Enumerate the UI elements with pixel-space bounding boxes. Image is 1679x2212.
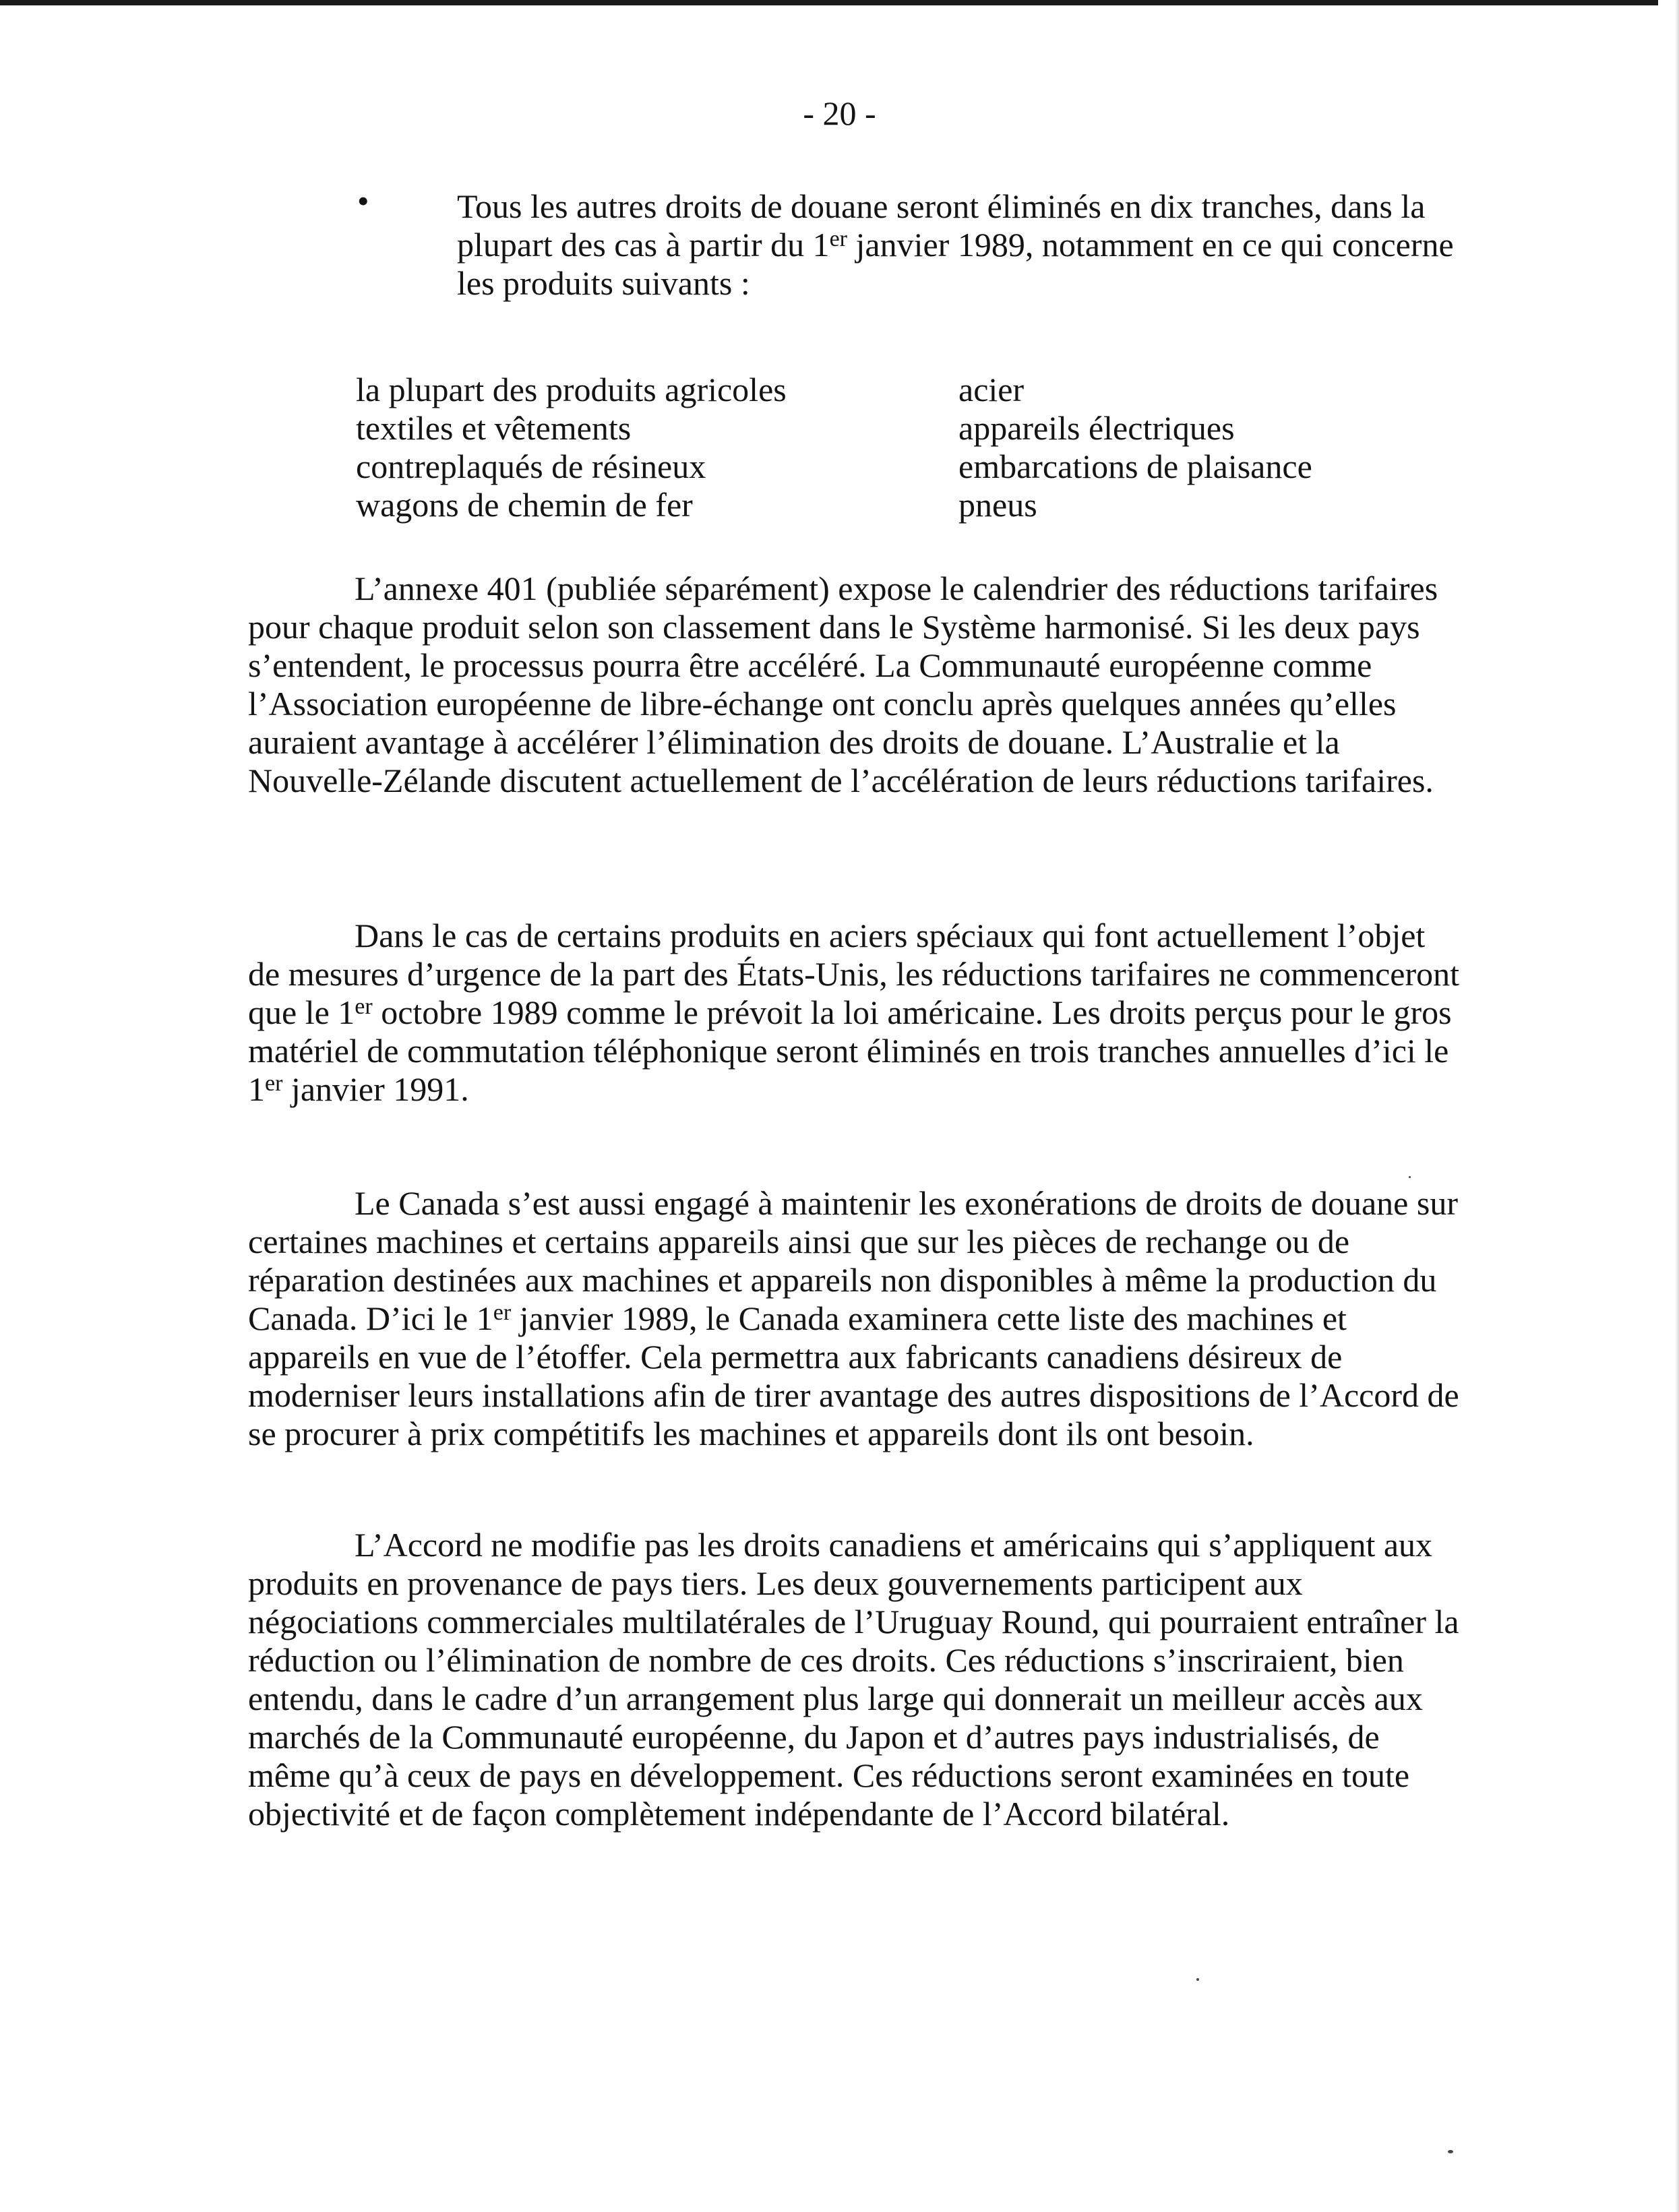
paragraph-exonerations — [248, 1184, 1461, 1453]
scan-speck — [1409, 1176, 1411, 1178]
product-item: embarcations de plaisance — [958, 448, 1312, 485]
paragraph-pays-tiers: L’Accord ne modifie pas les droits canadiens et américains qui s’appliquent aux produits en provenance de pays tiers. Les deux gouvernements participent aux négociations commerciales multilatérales de l’Uruguay Round, qui pourraient entraîner la réduction ou l’élimination de nombre de ces droits. Ces réductions s’inscriraient, bien entendu, dans le cadre d’un arrangement plus large qui donnerait un meilleur accès aux marchés de la Communauté européenne, du Japon et d’autres pays industrialisés, de même qu’à ceux de pays en développement. Ces réductions seront examinées en toute objectivité et de façon complètement indépendante de l’Accord bilatéral. — [248, 1526, 1459, 1833]
page-number: - 20 - — [803, 94, 876, 132]
paragraph-text: Le Canada s’est aussi engagé à maintenir les exonérations de droits de douane sur certaines machines et certains appareils ainsi que sur les pièces de rechange ou de réparation destinées aux machines et appareils non disponibles à même la production du Canada. D’ici le 1 — [248, 1184, 1458, 1337]
bullet-marker: • — [357, 182, 369, 220]
paragraph-text: Dans le cas de certains produits en aciers spéciaux qui font actuellement l’objet de mesures d’urgence de la part des États-Unis, les réductions tarifaires ne commenceront que le 1 — [248, 917, 1460, 1031]
paragraph-aciers-speciaux — [248, 917, 1461, 1109]
ordinal-superscript: er — [493, 1300, 512, 1325]
product-item: acier — [958, 371, 1025, 408]
paragraph-text: janvier 1991. — [282, 1070, 469, 1108]
ordinal-superscript: er — [829, 226, 848, 251]
product-item: wagons de chemin de fer — [356, 486, 693, 524]
bullet-text-start: Tous les autres droits de douane seront éliminés en dix tranches, dans la plupart des cas à partir du 1 — [457, 187, 1426, 264]
scan-speck — [1448, 2150, 1453, 2153]
right-scan-edge — [1675, 0, 1679, 2212]
product-item: appareils électriques — [958, 409, 1235, 447]
paragraph-text: janvier 1989, le Canada examinera cette liste des machines et appareils en vue de l’étoffer. Cela permettra aux fabricants canadiens désireux de moderniser leurs installations afin de tirer avantage des autres dispositions de l’Accord de se procurer à prix compétitifs les machines et appareils dont ils ont besoin. — [248, 1299, 1459, 1452]
product-item: la plupart des produits agricoles — [356, 371, 787, 408]
ordinal-superscript: er — [265, 1071, 283, 1096]
product-item: pneus — [958, 486, 1037, 524]
ordinal-superscript: er — [355, 994, 373, 1019]
product-list-right — [958, 371, 1312, 524]
product-item: textiles et vêtements — [356, 409, 632, 447]
bullet-text-end: janvier 1989, notamment en ce qui concerne les produits suivants : — [457, 226, 1454, 302]
product-item: contreplaqués de résineux — [356, 448, 706, 485]
product-list-left — [356, 371, 787, 524]
bullet-item-text — [457, 187, 1468, 303]
scan-speck — [1196, 1978, 1199, 1981]
paragraph-annexe-401: L’annexe 401 (publiée séparément) expose le calendrier des réductions tarifaires pour chaque produit selon son classement dans le Système harmonisé. Si les deux pays s’entendent, le processus pourra être accéléré. La Communauté européenne comme l’Association européenne de libre-échange ont conclu après quelques années qu’elles auraient avantage à accélérer l’élimination des droits de douane. L’Australie et la Nouvelle-Zélande discutent actuellement de l’accélération de leurs réductions tarifaires. — [248, 570, 1438, 799]
paragraph-text: octobre 1989 comme le prévoit la loi américaine. Les droits perçus pour le gros matériel de commutation téléphonique seront éliminés en trois tranches annuelles d’ici le 1 — [248, 993, 1452, 1108]
top-scan-border — [0, 0, 1658, 5]
